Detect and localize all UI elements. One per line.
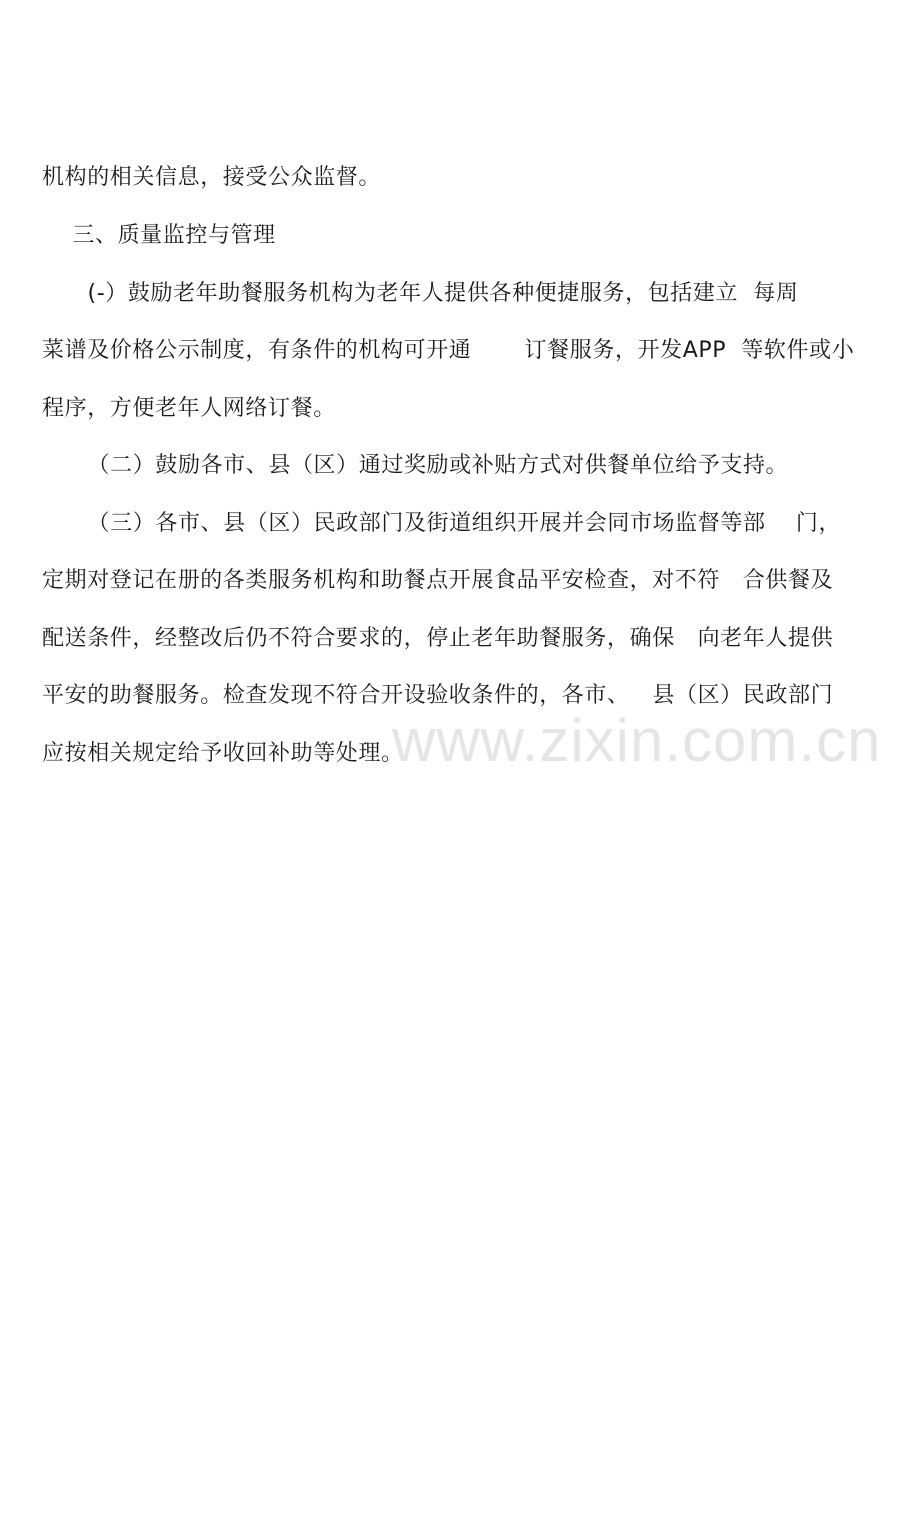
text-line-4: 菜谱及价格公示制度，有条件的机构可开通 订餐服务，开发APP 等软件或小 (42, 338, 855, 363)
text-line-6: （二）鼓励各市、县（区）通过奖励或补贴方式对供餐单位给予支持。 (42, 453, 789, 478)
text-line-5: 程序，方便老年人网络订餐。 (42, 396, 336, 421)
text-line-1: 机构的相关信息，接受公众监督。 (42, 165, 382, 190)
section-heading-quality-control: 三、质量监控与管理 (42, 223, 276, 248)
text-line-8: 定期对登记在册的各类服务机构和助餐点开展食品平安检查，对不符 合供餐及 (42, 568, 834, 593)
text-line-3: (-）鼓励老年助餐服务机构为老年人提供各种便捷服务，包括建立 每周 (42, 281, 799, 306)
watermark: www.zixin.com.cn (392, 707, 882, 774)
text-line-10: 平安的助餐服务。检查发现不符合开设验收条件的，各市、 县（区）民政部门 (42, 683, 834, 708)
text-line-7: （三）各市、县（区）民政部门及街道组织开展并会同市场监督等部 门， (42, 511, 842, 536)
text-line-9: 配送条件，经整改后仍不符合要求的，停止老年助餐服务，确保 向老年人提供 (42, 626, 834, 651)
text-line-11: 应按相关规定给予收回补助等处理。 (42, 741, 404, 766)
